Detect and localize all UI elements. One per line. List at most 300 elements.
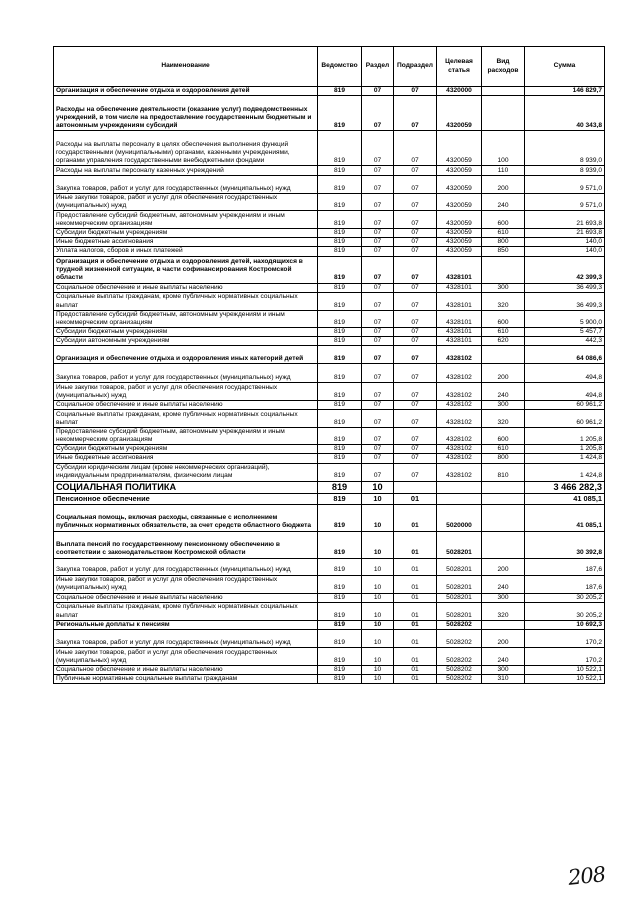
- row-section: 07: [362, 463, 394, 481]
- row-agency: 819: [318, 229, 362, 238]
- table-row: [54, 558, 605, 575]
- row-subsection: 01: [394, 602, 437, 620]
- row-section: 07: [362, 364, 394, 383]
- row-amount: 140,0: [525, 247, 605, 256]
- table-row: [54, 283, 605, 292]
- row-expense-type: 850: [482, 247, 525, 256]
- row-name: Иные бюджетные ассигнования: [54, 454, 318, 463]
- row-amount: 442,3: [525, 336, 605, 345]
- row-name: Выплата пенсий по государственному пенсионному обеспечению в соответствии с законодательством Костромской области: [54, 531, 318, 558]
- header-section: Раздел: [362, 47, 394, 87]
- row-section: 10: [362, 602, 394, 620]
- row-subsection: [394, 481, 437, 493]
- row-subsection: 07: [394, 445, 437, 454]
- row-agency: 819: [318, 481, 362, 493]
- row-section: 07: [362, 428, 394, 445]
- row-name: Социальные выплаты гражданам, кроме публичных нормативных социальных выплат: [54, 292, 318, 310]
- row-expense-type: 320: [482, 410, 525, 428]
- row-expense-type: 610: [482, 327, 525, 336]
- row-agency: 819: [318, 620, 362, 629]
- row-expense-type: [482, 531, 525, 558]
- table-row: [54, 229, 605, 238]
- row-section: 07: [362, 194, 394, 211]
- row-subsection: 07: [394, 211, 437, 229]
- row-agency: 819: [318, 602, 362, 620]
- row-amount: 10 522,1: [525, 674, 605, 683]
- row-expense-type: 300: [482, 401, 525, 410]
- row-expense-type: 320: [482, 292, 525, 310]
- row-subsection: 07: [394, 336, 437, 345]
- row-amount: 170,2: [525, 629, 605, 647]
- row-target-article: [437, 481, 482, 493]
- row-expense-type: 200: [482, 558, 525, 575]
- row-agency: 819: [318, 629, 362, 647]
- row-section: 10: [362, 531, 394, 558]
- row-subsection: 01: [394, 629, 437, 647]
- row-target-article: 4328101: [437, 256, 482, 283]
- row-subsection: 07: [394, 410, 437, 428]
- row-section: 07: [362, 211, 394, 229]
- row-expense-type: 300: [482, 283, 525, 292]
- table-row: [54, 176, 605, 194]
- row-section: 07: [362, 238, 394, 247]
- header-subsection: Подраздел: [394, 47, 437, 87]
- row-name: Расходы на выплаты персоналу казенных учреждений: [54, 166, 318, 176]
- row-name: Субсидии юридическим лицам (кроме некоммерческих организаций), индивидуальным предпринимателям, физическим лицам: [54, 463, 318, 481]
- table-row: [54, 463, 605, 481]
- row-section: 07: [362, 283, 394, 292]
- row-expense-type: [482, 96, 525, 131]
- row-target-article: 4328101: [437, 336, 482, 345]
- row-section: 10: [362, 674, 394, 683]
- row-name: Социальное обеспечение и иные выплаты населению: [54, 401, 318, 410]
- row-amount: 8 939,0: [525, 166, 605, 176]
- row-name: Закупка товаров, работ и услуг для государственных (муниципальных) нужд: [54, 558, 318, 575]
- table-row: [54, 310, 605, 327]
- row-expense-type: 240: [482, 575, 525, 593]
- row-expense-type: 200: [482, 364, 525, 383]
- row-section: 07: [362, 292, 394, 310]
- row-subsection: 07: [394, 238, 437, 247]
- header-agency: Ведомство: [318, 47, 362, 87]
- table-row: [54, 410, 605, 428]
- row-target-article: 4320059: [437, 131, 482, 166]
- row-agency: 819: [318, 247, 362, 256]
- row-agency: 819: [318, 364, 362, 383]
- row-amount: 5 900,0: [525, 310, 605, 327]
- row-subsection: 01: [394, 665, 437, 674]
- row-expense-type: 240: [482, 647, 525, 665]
- row-agency: 819: [318, 336, 362, 345]
- row-expense-type: 310: [482, 674, 525, 683]
- row-target-article: 4328102: [437, 463, 482, 481]
- row-name: Социальное обеспечение и иные выплаты населению: [54, 283, 318, 292]
- row-name: Иные бюджетные ассигнования: [54, 238, 318, 247]
- row-amount: 9 571,0: [525, 194, 605, 211]
- row-expense-type: 600: [482, 211, 525, 229]
- row-name: Иные закупки товаров, работ и услуг для обеспечения государственных (муниципальных) нужд: [54, 383, 318, 401]
- row-subsection: 01: [394, 558, 437, 575]
- handwritten-page-number: 208: [566, 862, 607, 890]
- row-agency: 819: [318, 166, 362, 176]
- row-agency: 819: [318, 428, 362, 445]
- row-subsection: 01: [394, 493, 437, 504]
- row-subsection: 07: [394, 131, 437, 166]
- row-subsection: 01: [394, 504, 437, 531]
- row-target-article: 4328102: [437, 364, 482, 383]
- row-agency: 819: [318, 401, 362, 410]
- row-name: Пенсионное обеспечение: [54, 493, 318, 504]
- row-name: Публичные нормативные социальные выплаты гражданам: [54, 674, 318, 683]
- row-subsection: 07: [394, 327, 437, 336]
- row-section: 10: [362, 558, 394, 575]
- row-expense-type: [482, 87, 525, 96]
- row-amount: 1 424,8: [525, 454, 605, 463]
- row-section: 10: [362, 575, 394, 593]
- row-target-article: 4328101: [437, 310, 482, 327]
- row-section: 10: [362, 665, 394, 674]
- row-name: Иные закупки товаров, работ и услуг для обеспечения государственных (муниципальных) нужд: [54, 647, 318, 665]
- table-row: [54, 493, 605, 504]
- row-expense-type: [482, 346, 525, 364]
- row-section: 07: [362, 256, 394, 283]
- row-target-article: [437, 493, 482, 504]
- row-name: Иные закупки товаров, работ и услуг для обеспечения государственных (муниципальных) нужд: [54, 575, 318, 593]
- row-section: 07: [362, 131, 394, 166]
- row-section: 07: [362, 96, 394, 131]
- row-agency: 819: [318, 292, 362, 310]
- row-name: Предоставление субсидий бюджетным, автономным учреждениям и иным некоммерческим организациям: [54, 428, 318, 445]
- row-section: 10: [362, 481, 394, 493]
- row-agency: 819: [318, 674, 362, 683]
- row-amount: 30 205,2: [525, 602, 605, 620]
- table-row: [54, 428, 605, 445]
- row-amount: 21 693,8: [525, 229, 605, 238]
- row-agency: 819: [318, 593, 362, 602]
- row-agency: 819: [318, 445, 362, 454]
- table-row: [54, 87, 605, 96]
- row-target-article: 5028202: [437, 647, 482, 665]
- row-target-article: 4328102: [437, 401, 482, 410]
- table-row: [54, 401, 605, 410]
- row-amount: 146 829,7: [525, 87, 605, 96]
- row-section: 07: [362, 445, 394, 454]
- table-row: [54, 674, 605, 683]
- row-target-article: 4328102: [437, 346, 482, 364]
- row-section: 07: [362, 401, 394, 410]
- table-row: [54, 194, 605, 211]
- row-section: 07: [362, 327, 394, 336]
- row-name: Расходы на обеспечение деятельности (оказание услуг) подведомственных учреждений, в том числе на предоставление государственным бюджетным и автономным учреждениям субсидий: [54, 96, 318, 131]
- row-name: Социальная помощь, включая расходы, связанные с исполнением публичных нормативных обязательств, за счет средств областного бюджета: [54, 504, 318, 531]
- row-subsection: 07: [394, 454, 437, 463]
- row-name: Субсидии автономным учреждениям: [54, 336, 318, 345]
- row-amount: 42 399,3: [525, 256, 605, 283]
- row-expense-type: [482, 620, 525, 629]
- row-agency: 819: [318, 383, 362, 401]
- row-agency: 819: [318, 194, 362, 211]
- row-name: Региональные доплаты к пенсиям: [54, 620, 318, 629]
- row-target-article: 4328102: [437, 410, 482, 428]
- table-row: [54, 647, 605, 665]
- table-row: [54, 327, 605, 336]
- header-name: Наименование: [54, 47, 318, 87]
- row-section: 10: [362, 629, 394, 647]
- table-row: [54, 247, 605, 256]
- row-target-article: 5020000: [437, 504, 482, 531]
- row-amount: 30 205,2: [525, 593, 605, 602]
- row-amount: 170,2: [525, 647, 605, 665]
- row-name: Субсидии бюджетным учреждениям: [54, 445, 318, 454]
- table-header-row: [54, 47, 605, 87]
- row-amount: 30 392,8: [525, 531, 605, 558]
- row-section: 10: [362, 593, 394, 602]
- row-name: Расходы на выплаты персоналу в целях обеспечения выполнения функций государственными (муниципальными) органами, казенными учреждениями, органами управления государственными внебюджетными фондами: [54, 131, 318, 166]
- row-target-article: 5028201: [437, 602, 482, 620]
- row-amount: 60 961,2: [525, 401, 605, 410]
- table-row: [54, 445, 605, 454]
- row-target-article: 5028201: [437, 593, 482, 602]
- row-section: 10: [362, 493, 394, 504]
- row-expense-type: 610: [482, 229, 525, 238]
- row-amount: 9 571,0: [525, 176, 605, 194]
- row-amount: 494,8: [525, 364, 605, 383]
- row-subsection: 07: [394, 194, 437, 211]
- row-subsection: 01: [394, 593, 437, 602]
- row-name: Социальное обеспечение и иные выплаты населению: [54, 665, 318, 674]
- table-row: [54, 481, 605, 493]
- row-expense-type: [482, 504, 525, 531]
- row-target-article: 4320059: [437, 166, 482, 176]
- row-amount: 3 466 282,3: [525, 481, 605, 493]
- table-row: [54, 593, 605, 602]
- table-row: [54, 531, 605, 558]
- row-agency: 819: [318, 327, 362, 336]
- header-target-article: Целевая статья: [437, 47, 482, 87]
- row-amount: 10 522,1: [525, 665, 605, 674]
- row-agency: 819: [318, 558, 362, 575]
- row-amount: 41 085,1: [525, 504, 605, 531]
- row-name: Организация и обеспечение отдыха и оздоровления детей: [54, 87, 318, 96]
- row-agency: 819: [318, 410, 362, 428]
- table-row: [54, 602, 605, 620]
- row-target-article: 5028201: [437, 575, 482, 593]
- row-agency: 819: [318, 454, 362, 463]
- row-agency: 819: [318, 531, 362, 558]
- row-subsection: 07: [394, 247, 437, 256]
- row-target-article: 5028202: [437, 629, 482, 647]
- row-agency: 819: [318, 310, 362, 327]
- row-target-article: 4320059: [437, 194, 482, 211]
- row-expense-type: 600: [482, 428, 525, 445]
- row-target-article: 4328101: [437, 283, 482, 292]
- row-subsection: 01: [394, 531, 437, 558]
- row-subsection: 01: [394, 620, 437, 629]
- row-section: 07: [362, 87, 394, 96]
- row-target-article: 4320000: [437, 87, 482, 96]
- row-target-article: 5028202: [437, 665, 482, 674]
- row-agency: 819: [318, 575, 362, 593]
- table-row: [54, 96, 605, 131]
- row-expense-type: 200: [482, 176, 525, 194]
- row-target-article: 5028201: [437, 531, 482, 558]
- table-row: [54, 346, 605, 364]
- row-name: Социальное обеспечение и иные выплаты населению: [54, 593, 318, 602]
- table-row: [54, 166, 605, 176]
- row-section: 07: [362, 454, 394, 463]
- table-row: [54, 454, 605, 463]
- row-amount: 1 205,8: [525, 445, 605, 454]
- row-section: 07: [362, 176, 394, 194]
- row-expense-type: 620: [482, 336, 525, 345]
- row-subsection: 07: [394, 292, 437, 310]
- row-name: СОЦИАЛЬНАЯ ПОЛИТИКА: [54, 481, 318, 493]
- row-target-article: 4328101: [437, 292, 482, 310]
- row-subsection: 07: [394, 87, 437, 96]
- row-agency: 819: [318, 665, 362, 674]
- table-row: [54, 620, 605, 629]
- row-subsection: 07: [394, 428, 437, 445]
- row-amount: 187,6: [525, 558, 605, 575]
- row-name: Субсидии бюджетным учреждениям: [54, 327, 318, 336]
- row-target-article: 4328101: [437, 327, 482, 336]
- row-agency: 819: [318, 131, 362, 166]
- row-target-article: 4320059: [437, 238, 482, 247]
- row-section: 07: [362, 247, 394, 256]
- row-name: Субсидии бюджетным учреждениям: [54, 229, 318, 238]
- row-agency: 819: [318, 176, 362, 194]
- row-amount: 8 939,0: [525, 131, 605, 166]
- row-amount: 187,6: [525, 575, 605, 593]
- budget-table: [53, 46, 605, 684]
- row-section: 07: [362, 346, 394, 364]
- header-amount: Сумма: [525, 47, 605, 87]
- table-row: [54, 131, 605, 166]
- row-subsection: 07: [394, 463, 437, 481]
- row-section: 07: [362, 336, 394, 345]
- row-section: 10: [362, 620, 394, 629]
- row-target-article: 4328102: [437, 454, 482, 463]
- row-subsection: 07: [394, 283, 437, 292]
- row-target-article: 4320059: [437, 176, 482, 194]
- row-expense-type: 200: [482, 629, 525, 647]
- row-expense-type: 240: [482, 383, 525, 401]
- row-section: 07: [362, 229, 394, 238]
- row-amount: 494,8: [525, 383, 605, 401]
- row-expense-type: 320: [482, 602, 525, 620]
- table-row: [54, 504, 605, 531]
- row-section: 07: [362, 166, 394, 176]
- row-amount: 40 343,8: [525, 96, 605, 131]
- row-amount: 10 692,3: [525, 620, 605, 629]
- row-agency: 819: [318, 96, 362, 131]
- row-name: Закупка товаров, работ и услуг для государственных (муниципальных) нужд: [54, 364, 318, 383]
- row-amount: 21 693,8: [525, 211, 605, 229]
- row-subsection: 07: [394, 166, 437, 176]
- row-name: Закупка товаров, работ и услуг для государственных (муниципальных) нужд: [54, 629, 318, 647]
- table-row: [54, 292, 605, 310]
- row-expense-type: [482, 493, 525, 504]
- row-amount: 64 086,6: [525, 346, 605, 364]
- row-expense-type: 240: [482, 194, 525, 211]
- row-subsection: 01: [394, 647, 437, 665]
- row-subsection: 01: [394, 575, 437, 593]
- table-row: [54, 629, 605, 647]
- row-subsection: 07: [394, 346, 437, 364]
- row-target-article: 4320059: [437, 211, 482, 229]
- row-name: Социальные выплаты гражданам, кроме публичных нормативных социальных выплат: [54, 410, 318, 428]
- row-amount: 60 961,2: [525, 410, 605, 428]
- row-agency: 819: [318, 463, 362, 481]
- row-agency: 819: [318, 346, 362, 364]
- row-amount: 36 499,3: [525, 283, 605, 292]
- row-agency: 819: [318, 283, 362, 292]
- row-name: Социальные выплаты гражданам, кроме публичных нормативных социальных выплат: [54, 602, 318, 620]
- table-row: [54, 575, 605, 593]
- row-name: Организация и обеспечение отдыха и оздоровления детей, находящихся в трудной жизненной ситуации, в части софинансирования Костромской области: [54, 256, 318, 283]
- row-subsection: 07: [394, 229, 437, 238]
- row-section: 07: [362, 310, 394, 327]
- row-subsection: 01: [394, 674, 437, 683]
- row-name: Иные закупки товаров, работ и услуг для обеспечения государственных (муниципальных) нужд: [54, 194, 318, 211]
- row-expense-type: 100: [482, 131, 525, 166]
- row-target-article: 4328102: [437, 445, 482, 454]
- row-amount: 41 085,1: [525, 493, 605, 504]
- row-name: Уплата налогов, сборов и иных платежей: [54, 247, 318, 256]
- row-subsection: 07: [394, 256, 437, 283]
- row-section: 07: [362, 410, 394, 428]
- row-agency: 819: [318, 256, 362, 283]
- row-target-article: 4320059: [437, 96, 482, 131]
- row-expense-type: [482, 256, 525, 283]
- row-target-article: 4328102: [437, 383, 482, 401]
- row-name: Закупка товаров, работ и услуг для государственных (муниципальных) нужд: [54, 176, 318, 194]
- row-amount: 1 205,8: [525, 428, 605, 445]
- table-row: [54, 383, 605, 401]
- row-subsection: 07: [394, 383, 437, 401]
- row-expense-type: 610: [482, 445, 525, 454]
- row-subsection: 07: [394, 364, 437, 383]
- row-target-article: 4328102: [437, 428, 482, 445]
- row-agency: 819: [318, 87, 362, 96]
- row-agency: 819: [318, 647, 362, 665]
- row-expense-type: 600: [482, 310, 525, 327]
- row-amount: 36 499,3: [525, 292, 605, 310]
- row-agency: 819: [318, 504, 362, 531]
- row-expense-type: 300: [482, 593, 525, 602]
- header-expense-type: Вид расходов: [482, 47, 525, 87]
- row-agency: 819: [318, 493, 362, 504]
- row-subsection: 07: [394, 310, 437, 327]
- row-subsection: 07: [394, 96, 437, 131]
- row-subsection: 07: [394, 401, 437, 410]
- row-amount: 5 457,7: [525, 327, 605, 336]
- row-amount: 1 424,8: [525, 463, 605, 481]
- row-section: 07: [362, 383, 394, 401]
- row-expense-type: 300: [482, 665, 525, 674]
- table-row: [54, 665, 605, 674]
- table-row: [54, 238, 605, 247]
- table-row: [54, 211, 605, 229]
- row-agency: 819: [318, 238, 362, 247]
- row-name: Предоставление субсидий бюджетным, автономным учреждениям и иным некоммерческим организациям: [54, 310, 318, 327]
- row-agency: 819: [318, 211, 362, 229]
- row-subsection: 07: [394, 176, 437, 194]
- row-section: 10: [362, 647, 394, 665]
- row-expense-type: [482, 481, 525, 493]
- row-expense-type: 800: [482, 454, 525, 463]
- row-target-article: 5028201: [437, 558, 482, 575]
